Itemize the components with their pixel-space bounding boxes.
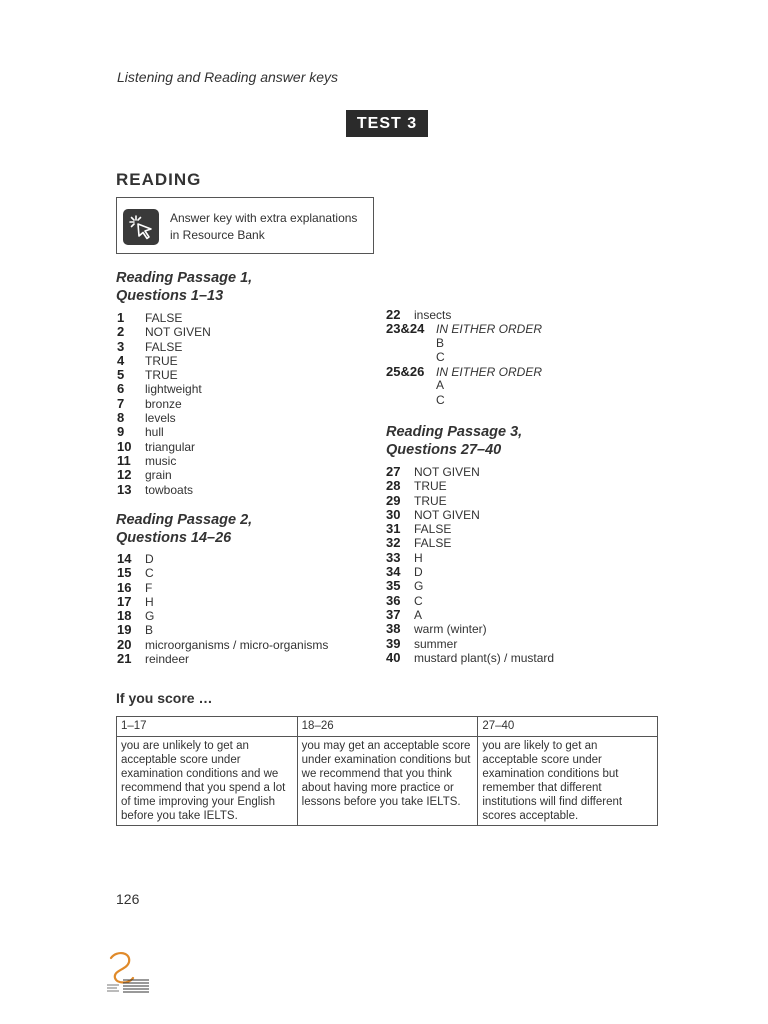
score-table-row (117, 737, 658, 826)
answer-row (386, 364, 542, 378)
answer-row (386, 478, 554, 492)
answer-text: C (436, 349, 445, 364)
answer-row (386, 578, 554, 592)
answer-row (386, 521, 554, 535)
answer-text: H (414, 550, 423, 565)
answer-text: H (145, 594, 154, 609)
passage1-title-line2: Questions 1–13 (116, 288, 224, 304)
answer-number: 10 (117, 438, 132, 454)
answer-number: 11 (117, 452, 131, 468)
answer-text: B (436, 335, 445, 350)
answer-row (117, 594, 328, 608)
score-column-header: 1–17 (117, 717, 298, 737)
answer-row (386, 321, 542, 335)
passage3-title-line1: Reading Passage 3, (386, 424, 523, 440)
answer-text: G (414, 579, 424, 594)
answer-number: 23&24 (386, 321, 425, 337)
answer-number: 12 (117, 467, 132, 483)
answer-number: 32 (386, 535, 401, 551)
passage2-answers (117, 551, 328, 665)
answer-row (117, 580, 328, 594)
answer-number: 38 (386, 621, 401, 637)
answer-row (117, 608, 328, 622)
resource-text-line1: Answer key with extra explanations (170, 211, 358, 225)
answer-text: music (145, 453, 177, 468)
answer-text: F (145, 580, 153, 595)
answer-row (117, 424, 211, 438)
answer-number: 22 (386, 307, 401, 322)
answer-text: warm (winter) (414, 622, 487, 637)
running-header: Listening and Reading answer keys (117, 69, 339, 85)
answer-text: IN EITHER ORDER (436, 322, 543, 337)
answer-row (117, 367, 211, 381)
publisher-logo-icon (103, 948, 153, 1003)
answer-text: B (145, 623, 154, 638)
answer-row (117, 396, 211, 410)
answer-number: 14 (117, 551, 132, 566)
resource-text-line2: in Resource Bank (170, 228, 265, 242)
answer-row (386, 650, 554, 664)
answer-row (117, 467, 211, 481)
answer-row (386, 550, 554, 564)
answer-text: towboats (145, 482, 194, 497)
answer-text: NOT GIVEN (414, 507, 480, 522)
answer-text: TRUE (414, 493, 447, 508)
answer-text: grain (145, 468, 172, 483)
answer-number: 5 (117, 367, 125, 383)
answer-text: bronze (145, 396, 182, 411)
score-table (116, 716, 658, 826)
answer-text: A (436, 378, 445, 393)
answer-number: 30 (386, 506, 401, 522)
resource-box (116, 197, 374, 254)
answer-number: 20 (117, 636, 132, 652)
answer-text: FALSE (414, 522, 452, 537)
passage2-title-line2: Questions 14–26 (116, 530, 232, 546)
answer-text: mustard plant(s) / mustard (414, 650, 555, 665)
resource-text (170, 210, 357, 244)
answer-row (386, 621, 554, 635)
answer-row (117, 339, 211, 353)
passage1-answers (117, 310, 211, 496)
answer-row (117, 439, 211, 453)
answer-number: 3 (117, 338, 125, 354)
answer-row (117, 622, 328, 636)
answer-number: 9 (117, 424, 125, 440)
answer-text: C (436, 392, 445, 407)
answer-text: NOT GIVEN (145, 325, 211, 340)
section-heading: READING (116, 170, 202, 189)
answer-row (117, 637, 328, 651)
answer-text: lightweight (145, 382, 202, 397)
answer-number: 25&26 (386, 364, 425, 380)
answer-row (386, 336, 542, 350)
passage2-title (116, 511, 252, 547)
answer-row (117, 381, 211, 395)
answer-number: 33 (386, 549, 401, 565)
answer-number: 35 (386, 578, 401, 594)
answer-row (117, 310, 211, 324)
passage3-title-line2: Questions 27–40 (386, 442, 502, 458)
answer-number: 7 (117, 395, 125, 411)
answer-text: microorganisms / micro-organisms (145, 637, 329, 652)
answer-row (117, 651, 328, 665)
answer-text: C (145, 566, 154, 581)
answer-text: levels (145, 411, 176, 426)
answer-number: 13 (117, 481, 132, 497)
answer-row (117, 453, 211, 467)
answer-row (386, 535, 554, 549)
answer-row (386, 464, 554, 478)
answer-text: TRUE (145, 368, 178, 383)
answer-text: D (145, 552, 154, 566)
answer-row (117, 324, 211, 338)
answer-text: FALSE (145, 311, 183, 325)
answer-row (117, 551, 328, 565)
answer-row (386, 350, 542, 364)
answer-number: 28 (386, 478, 401, 494)
answer-row (386, 493, 554, 507)
answer-number: 21 (117, 651, 132, 667)
answer-text: insects (414, 308, 452, 322)
answer-text: TRUE (414, 479, 447, 494)
answer-number: 39 (386, 635, 401, 651)
answer-text: triangular (145, 439, 196, 454)
score-table-header-row (117, 717, 658, 737)
answer-row (386, 378, 542, 392)
answer-number: 6 (117, 381, 125, 397)
answer-text: FALSE (145, 339, 183, 354)
passage2-title-line1: Reading Passage 2, (116, 512, 253, 528)
answer-row (386, 564, 554, 578)
answer-row (117, 565, 328, 579)
answer-number: 15 (117, 565, 132, 581)
answer-number: 18 (117, 608, 132, 624)
answer-row (386, 607, 554, 621)
passage3-title (386, 423, 522, 459)
score-column-header: 18–26 (297, 717, 478, 737)
passage3-answers (386, 464, 554, 664)
answer-text: IN EITHER ORDER (436, 365, 543, 380)
answer-number: 4 (117, 352, 125, 368)
answer-text: G (145, 609, 155, 624)
test-badge: TEST 3 (346, 110, 428, 137)
answer-text: FALSE (414, 536, 452, 551)
passage1-title (116, 269, 252, 305)
answer-row (117, 353, 211, 367)
passage1-title-line1: Reading Passage 1, (116, 270, 253, 286)
answer-text: hull (145, 425, 164, 440)
score-column-header: 27–40 (478, 717, 658, 737)
answer-row (117, 410, 211, 424)
answer-number: 16 (117, 579, 132, 595)
score-heading: If you score … (116, 690, 213, 706)
score-cell: you are unlikely to get an acceptable score under examination conditions and we recommend that you spend a lot of time improving your English before you take IELTS. (117, 737, 298, 826)
answer-text: TRUE (145, 353, 178, 368)
answer-number: 2 (117, 324, 125, 340)
answer-number: 17 (117, 593, 132, 609)
cursor-click-icon (123, 209, 159, 245)
score-cell: you are likely to get an acceptable score under examination conditions but remember that different institutions will find different scores acceptable. (478, 737, 658, 826)
answer-number: 27 (386, 464, 401, 479)
answer-number: 19 (117, 622, 132, 638)
answer-number: 29 (386, 492, 401, 508)
answer-row (386, 307, 542, 321)
score-cell: you may get an acceptable score under examination conditions but we recommend that you think about having more practice or lessons before you take IELTS. (297, 737, 478, 826)
answer-text: D (414, 565, 423, 580)
answer-row (386, 636, 554, 650)
answer-number: 31 (386, 521, 401, 537)
answer-text: reindeer (145, 652, 190, 667)
answer-text: C (414, 593, 423, 608)
answer-number: 37 (386, 606, 401, 622)
page-number: 126 (116, 891, 140, 907)
answer-number: 1 (117, 310, 125, 325)
passage2-answers-continued (386, 307, 542, 407)
answer-number: 40 (386, 649, 401, 665)
answer-text: summer (414, 636, 458, 651)
answer-text: NOT GIVEN (414, 465, 480, 479)
answer-number: 36 (386, 592, 401, 608)
answer-text: A (414, 607, 423, 622)
answer-row (386, 593, 554, 607)
answer-row (117, 482, 211, 496)
answer-row (386, 393, 542, 407)
answer-row (386, 507, 554, 521)
answer-number: 8 (117, 410, 125, 426)
answer-number: 34 (386, 564, 401, 580)
